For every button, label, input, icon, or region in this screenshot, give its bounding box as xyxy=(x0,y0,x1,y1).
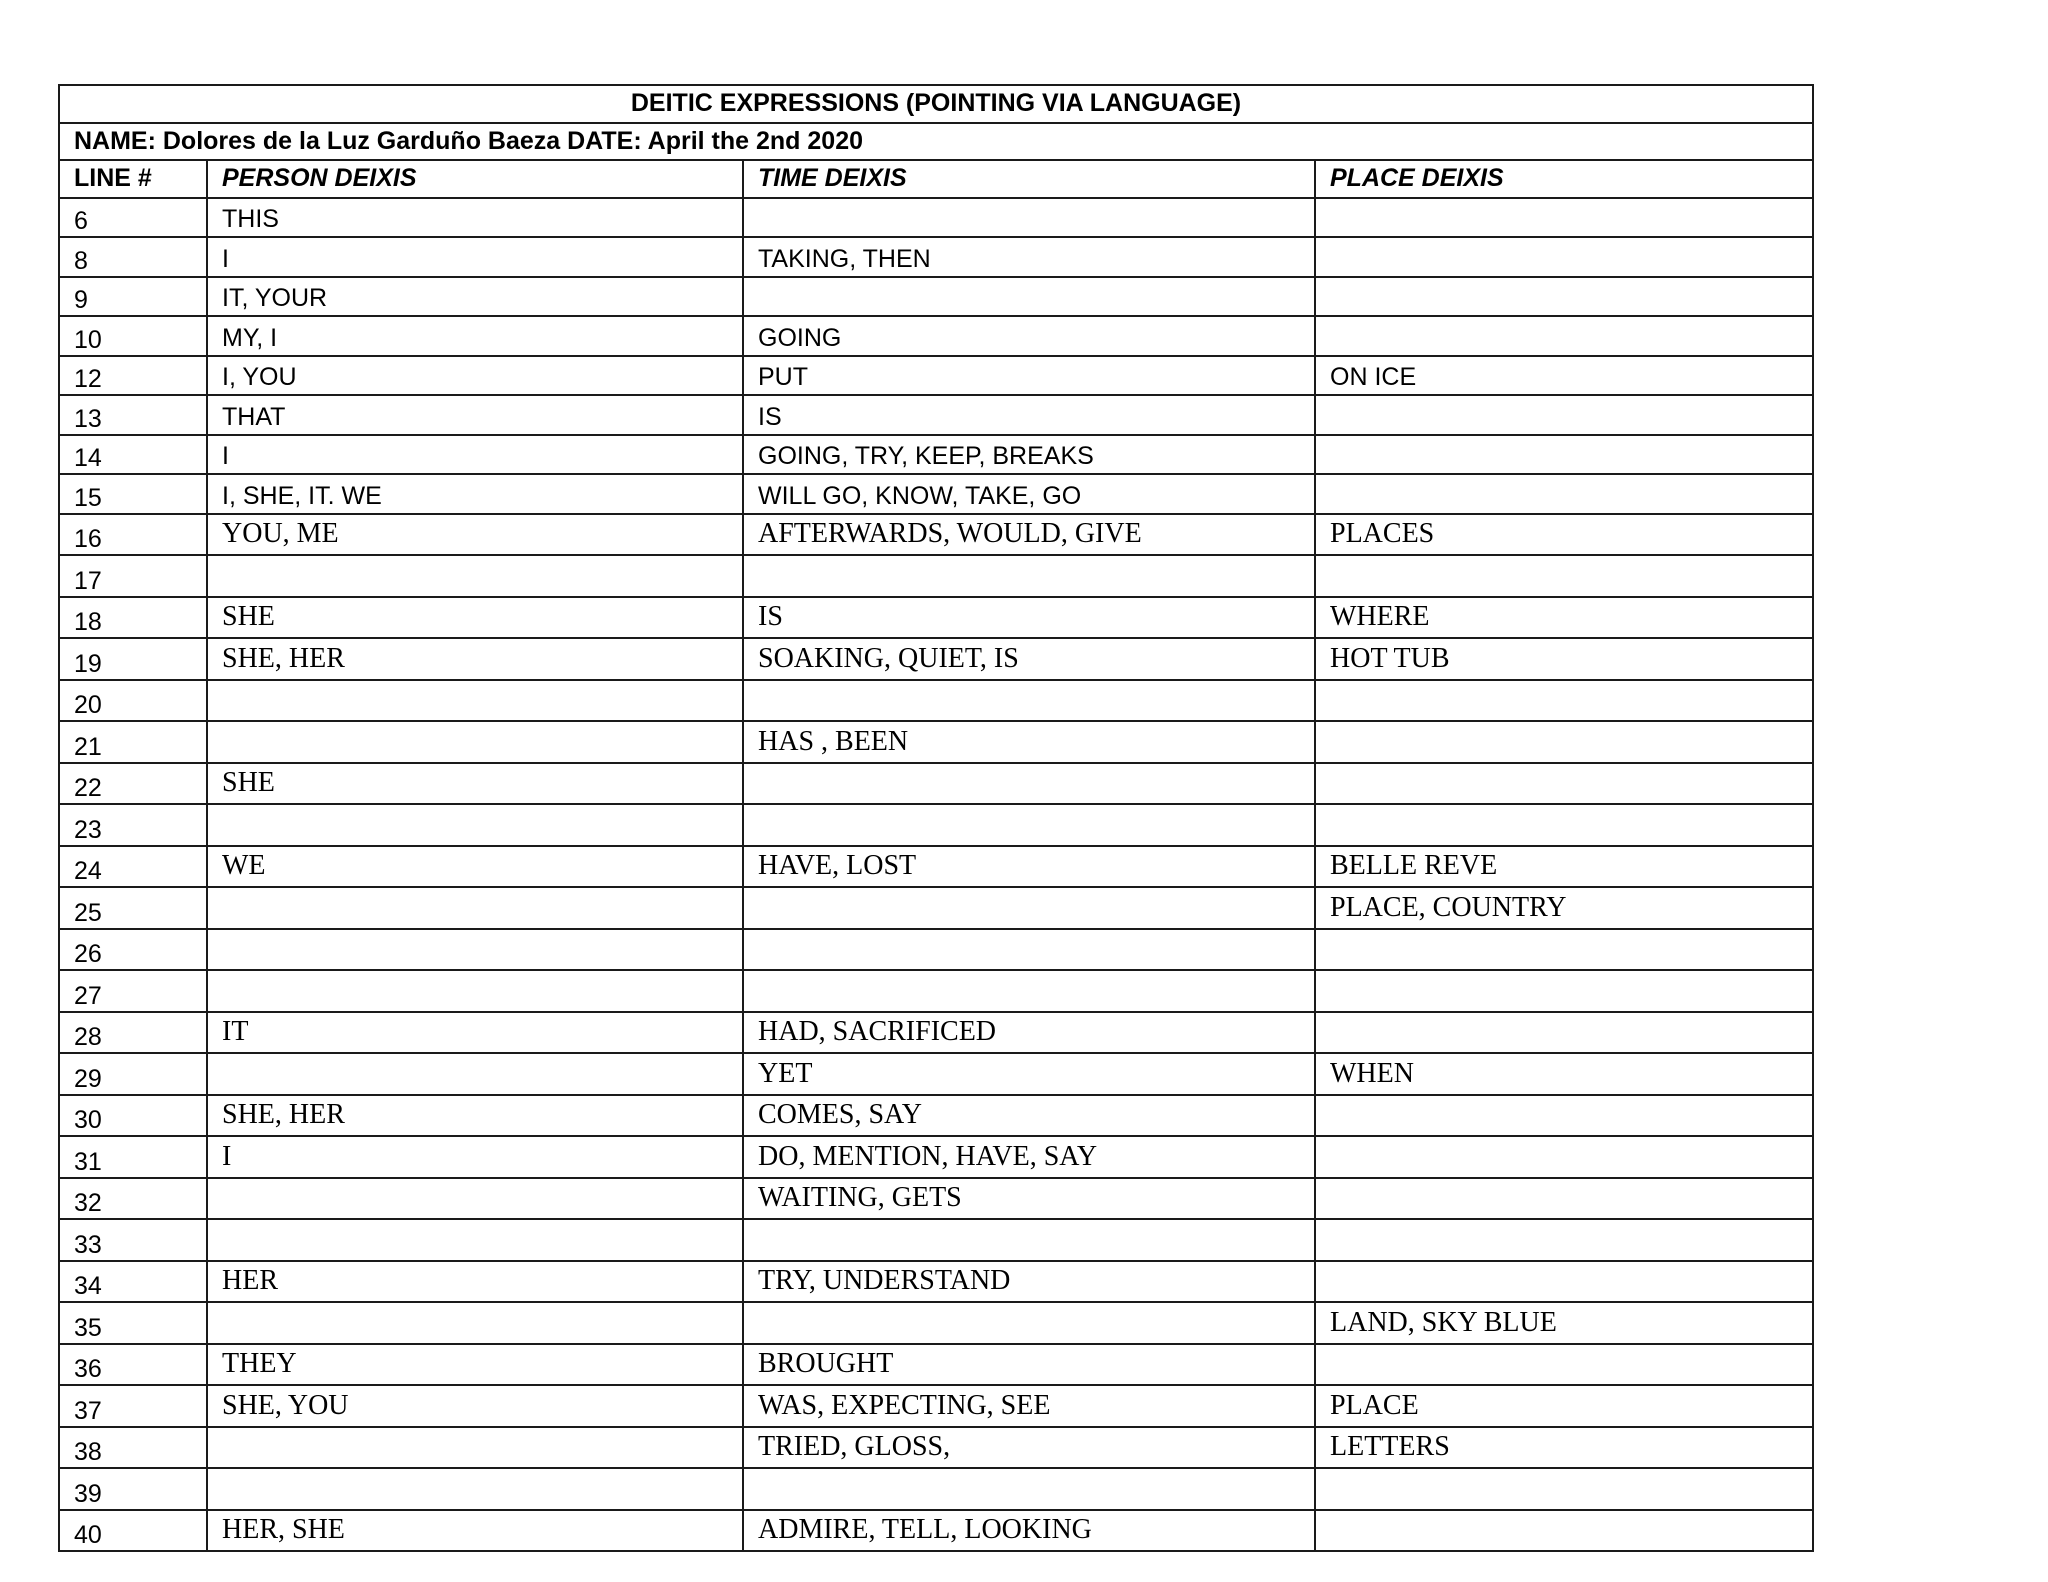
line-number-cell: 33 xyxy=(59,1219,207,1261)
line-number-cell: 32 xyxy=(59,1178,207,1220)
table-row xyxy=(59,198,1813,238)
person-deixis-cell xyxy=(207,555,743,597)
person-deixis-cell: HER xyxy=(207,1261,743,1303)
place-deixis-cell xyxy=(1315,1012,1813,1054)
time-deixis-cell: AFTERWARDS, WOULD, GIVE xyxy=(743,514,1315,556)
place-deixis-cell xyxy=(1315,721,1813,763)
table-row xyxy=(59,435,1813,475)
time-deixis-cell xyxy=(743,555,1315,597)
table-row xyxy=(59,763,1813,805)
table-row xyxy=(59,1302,1813,1344)
line-number-cell: 30 xyxy=(59,1095,207,1137)
time-deixis-cell xyxy=(743,1219,1315,1261)
time-deixis-cell xyxy=(743,804,1315,846)
place-deixis-cell: PLACES xyxy=(1315,514,1813,556)
time-deixis-cell xyxy=(743,970,1315,1012)
person-deixis-cell: YOU, ME xyxy=(207,514,743,556)
time-deixis-cell: HAVE, LOST xyxy=(743,846,1315,888)
table-row xyxy=(59,277,1813,317)
line-number-cell: 24 xyxy=(59,846,207,888)
table-row xyxy=(59,1385,1813,1427)
name-date-line: NAME: Dolores de la Luz Garduño Baeza DATE: April the 2nd 2020 xyxy=(59,123,1813,161)
table-row xyxy=(59,1427,1813,1469)
person-deixis-cell xyxy=(207,680,743,722)
person-deixis-cell: SHE xyxy=(207,597,743,639)
table-row xyxy=(59,1344,1813,1386)
time-deixis-cell: GOING, TRY, KEEP, BREAKS xyxy=(743,435,1315,475)
line-number-cell: 6 xyxy=(59,198,207,238)
deixis-worksheet xyxy=(58,84,1812,1552)
line-number-cell: 25 xyxy=(59,887,207,929)
table-row xyxy=(59,597,1813,639)
table-row xyxy=(59,555,1813,597)
place-deixis-cell xyxy=(1315,1468,1813,1510)
place-deixis-cell: HOT TUB xyxy=(1315,638,1813,680)
time-deixis-cell: TAKING, THEN xyxy=(743,237,1315,277)
time-deixis-cell xyxy=(743,929,1315,971)
time-deixis-cell: DO, MENTION, HAVE, SAY xyxy=(743,1136,1315,1178)
time-deixis-cell xyxy=(743,277,1315,317)
line-number-cell: 10 xyxy=(59,316,207,356)
line-number-cell: 14 xyxy=(59,435,207,475)
table-row xyxy=(59,638,1813,680)
table-row xyxy=(59,970,1813,1012)
line-number-cell: 16 xyxy=(59,514,207,556)
table-body xyxy=(59,198,1813,1552)
column-header-place: PLACE DEIXIS xyxy=(1315,160,1813,198)
place-deixis-cell: PLACE xyxy=(1315,1385,1813,1427)
time-deixis-cell xyxy=(743,763,1315,805)
person-deixis-cell: IT xyxy=(207,1012,743,1054)
time-deixis-cell: HAD, SACRIFICED xyxy=(743,1012,1315,1054)
time-deixis-cell xyxy=(743,680,1315,722)
person-deixis-cell xyxy=(207,721,743,763)
table-row xyxy=(59,929,1813,971)
time-deixis-cell: SOAKING, QUIET, IS xyxy=(743,638,1315,680)
table-row xyxy=(59,721,1813,763)
person-deixis-cell xyxy=(207,1219,743,1261)
table-row xyxy=(59,804,1813,846)
title-row xyxy=(59,85,1813,123)
line-number-cell: 23 xyxy=(59,804,207,846)
table-row xyxy=(59,316,1813,356)
line-number-cell: 18 xyxy=(59,597,207,639)
place-deixis-cell: BELLE REVE xyxy=(1315,846,1813,888)
line-number-cell: 31 xyxy=(59,1136,207,1178)
line-number-cell: 8 xyxy=(59,237,207,277)
column-header-row xyxy=(59,160,1813,198)
table-row xyxy=(59,1219,1813,1261)
line-number-cell: 34 xyxy=(59,1261,207,1303)
table-row xyxy=(59,1510,1813,1552)
person-deixis-cell xyxy=(207,887,743,929)
column-header-person: PERSON DEIXIS xyxy=(207,160,743,198)
line-number-cell: 19 xyxy=(59,638,207,680)
document-title: DEITIC EXPRESSIONS (POINTING VIA LANGUAGE) xyxy=(59,85,1813,123)
place-deixis-cell xyxy=(1315,277,1813,317)
line-number-cell: 27 xyxy=(59,970,207,1012)
place-deixis-cell: PLACE, COUNTRY xyxy=(1315,887,1813,929)
line-number-cell: 12 xyxy=(59,356,207,396)
deixis-table xyxy=(58,84,1814,1552)
place-deixis-cell xyxy=(1315,1136,1813,1178)
place-deixis-cell xyxy=(1315,1178,1813,1220)
time-deixis-cell: HAS , BEEN xyxy=(743,721,1315,763)
table-row xyxy=(59,1178,1813,1220)
line-number-cell: 20 xyxy=(59,680,207,722)
place-deixis-cell xyxy=(1315,555,1813,597)
column-header-time: TIME DEIXIS xyxy=(743,160,1315,198)
person-deixis-cell xyxy=(207,1302,743,1344)
table-row xyxy=(59,846,1813,888)
line-number-cell: 17 xyxy=(59,555,207,597)
place-deixis-cell xyxy=(1315,970,1813,1012)
person-deixis-cell: SHE, HER xyxy=(207,638,743,680)
time-deixis-cell: WAITING, GETS xyxy=(743,1178,1315,1220)
person-deixis-cell xyxy=(207,1468,743,1510)
time-deixis-cell xyxy=(743,887,1315,929)
person-deixis-cell xyxy=(207,970,743,1012)
person-deixis-cell: SHE, YOU xyxy=(207,1385,743,1427)
person-deixis-cell: THAT xyxy=(207,395,743,435)
line-number-cell: 26 xyxy=(59,929,207,971)
table-row xyxy=(59,887,1813,929)
place-deixis-cell: LAND, SKY BLUE xyxy=(1315,1302,1813,1344)
table-row xyxy=(59,514,1813,556)
place-deixis-cell xyxy=(1315,1219,1813,1261)
person-deixis-cell: SHE, HER xyxy=(207,1095,743,1137)
time-deixis-cell: TRY, UNDERSTAND xyxy=(743,1261,1315,1303)
place-deixis-cell xyxy=(1315,804,1813,846)
place-deixis-cell xyxy=(1315,763,1813,805)
table-row xyxy=(59,1468,1813,1510)
line-number-cell: 40 xyxy=(59,1510,207,1552)
person-deixis-cell: I xyxy=(207,237,743,277)
table-row xyxy=(59,1053,1813,1095)
place-deixis-cell xyxy=(1315,929,1813,971)
time-deixis-cell xyxy=(743,198,1315,238)
person-deixis-cell xyxy=(207,1427,743,1469)
line-number-cell: 39 xyxy=(59,1468,207,1510)
person-deixis-cell xyxy=(207,804,743,846)
column-header-line: LINE # xyxy=(59,160,207,198)
table-row xyxy=(59,474,1813,514)
time-deixis-cell: IS xyxy=(743,395,1315,435)
line-number-cell: 36 xyxy=(59,1344,207,1386)
table-row xyxy=(59,1095,1813,1137)
name-date-row xyxy=(59,123,1813,161)
place-deixis-cell xyxy=(1315,1261,1813,1303)
person-deixis-cell xyxy=(207,1178,743,1220)
place-deixis-cell xyxy=(1315,316,1813,356)
place-deixis-cell: WHERE xyxy=(1315,597,1813,639)
time-deixis-cell: BROUGHT xyxy=(743,1344,1315,1386)
table-row xyxy=(59,1261,1813,1303)
time-deixis-cell: COMES, SAY xyxy=(743,1095,1315,1137)
line-number-cell: 37 xyxy=(59,1385,207,1427)
line-number-cell: 13 xyxy=(59,395,207,435)
time-deixis-cell: GOING xyxy=(743,316,1315,356)
table-row xyxy=(59,395,1813,435)
line-number-cell: 22 xyxy=(59,763,207,805)
time-deixis-cell: IS xyxy=(743,597,1315,639)
place-deixis-cell xyxy=(1315,435,1813,475)
time-deixis-cell: ADMIRE, TELL, LOOKING xyxy=(743,1510,1315,1552)
time-deixis-cell: WAS, EXPECTING, SEE xyxy=(743,1385,1315,1427)
line-number-cell: 28 xyxy=(59,1012,207,1054)
person-deixis-cell: THIS xyxy=(207,198,743,238)
person-deixis-cell: THEY xyxy=(207,1344,743,1386)
place-deixis-cell xyxy=(1315,474,1813,514)
place-deixis-cell xyxy=(1315,198,1813,238)
line-number-cell: 9 xyxy=(59,277,207,317)
person-deixis-cell: I, YOU xyxy=(207,356,743,396)
table-row xyxy=(59,1012,1813,1054)
person-deixis-cell: I xyxy=(207,435,743,475)
place-deixis-cell xyxy=(1315,237,1813,277)
table-row xyxy=(59,1136,1813,1178)
place-deixis-cell: ON ICE xyxy=(1315,356,1813,396)
table-row xyxy=(59,680,1813,722)
time-deixis-cell: YET xyxy=(743,1053,1315,1095)
line-number-cell: 21 xyxy=(59,721,207,763)
person-deixis-cell xyxy=(207,929,743,971)
line-number-cell: 35 xyxy=(59,1302,207,1344)
person-deixis-cell: IT, YOUR xyxy=(207,277,743,317)
place-deixis-cell xyxy=(1315,680,1813,722)
place-deixis-cell xyxy=(1315,1510,1813,1552)
time-deixis-cell xyxy=(743,1468,1315,1510)
place-deixis-cell: LETTERS xyxy=(1315,1427,1813,1469)
person-deixis-cell: I xyxy=(207,1136,743,1178)
place-deixis-cell xyxy=(1315,1344,1813,1386)
person-deixis-cell xyxy=(207,1053,743,1095)
place-deixis-cell xyxy=(1315,1095,1813,1137)
time-deixis-cell xyxy=(743,1302,1315,1344)
table-row xyxy=(59,356,1813,396)
person-deixis-cell: WE xyxy=(207,846,743,888)
person-deixis-cell: MY, I xyxy=(207,316,743,356)
time-deixis-cell: PUT xyxy=(743,356,1315,396)
place-deixis-cell xyxy=(1315,395,1813,435)
time-deixis-cell: WILL GO, KNOW, TAKE, GO xyxy=(743,474,1315,514)
place-deixis-cell: WHEN xyxy=(1315,1053,1813,1095)
person-deixis-cell: SHE xyxy=(207,763,743,805)
line-number-cell: 15 xyxy=(59,474,207,514)
person-deixis-cell: I, SHE, IT. WE xyxy=(207,474,743,514)
person-deixis-cell: HER, SHE xyxy=(207,1510,743,1552)
line-number-cell: 29 xyxy=(59,1053,207,1095)
time-deixis-cell: TRIED, GLOSS, xyxy=(743,1427,1315,1469)
table-row xyxy=(59,237,1813,277)
line-number-cell: 38 xyxy=(59,1427,207,1469)
